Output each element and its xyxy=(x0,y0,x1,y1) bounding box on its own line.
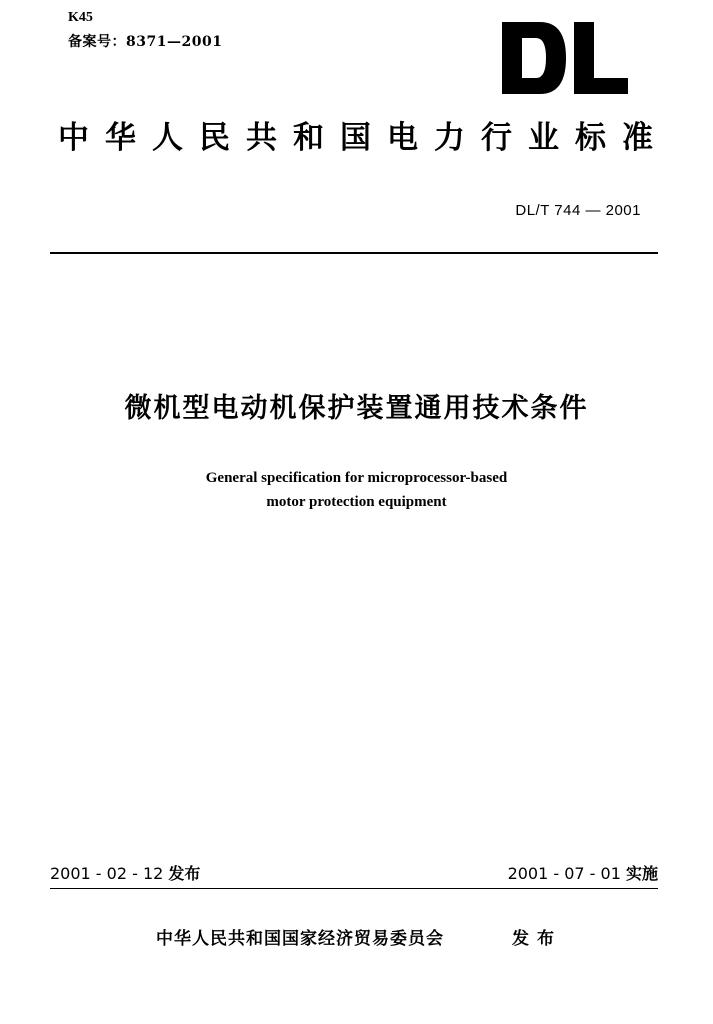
issue-word: 发布 xyxy=(512,929,562,949)
english-title-line-1: General specification for microprocessor-based xyxy=(205,470,508,486)
classification-code: K45 xyxy=(68,10,93,25)
standard-number: DL/T 744 — 2001 xyxy=(515,202,641,219)
chinese-title: 微机型电动机保护装置通用技术条件 xyxy=(124,393,589,424)
issuing-authority: 中华人民共和国国家经济贸易委员会 xyxy=(156,929,444,949)
implementation-date-line xyxy=(508,864,658,884)
dl-logo xyxy=(500,18,630,98)
header-divider xyxy=(50,252,658,254)
issue-date-line xyxy=(50,864,200,884)
issue-label: 发布 xyxy=(168,864,201,883)
english-title-line-2: motor protection equipment xyxy=(266,494,447,510)
implementation-date: 2001 - 07 - 01 xyxy=(507,864,621,883)
implementation-label: 实施 xyxy=(625,864,658,883)
footer-divider xyxy=(50,888,658,889)
english-title xyxy=(0,466,713,514)
industry-standard-title: 中华人民共和国电力行业标准 xyxy=(58,120,669,156)
record-number: 备案号：8371—2001 xyxy=(68,34,223,50)
issue-date: 2001 - 02 - 12 xyxy=(50,864,164,883)
